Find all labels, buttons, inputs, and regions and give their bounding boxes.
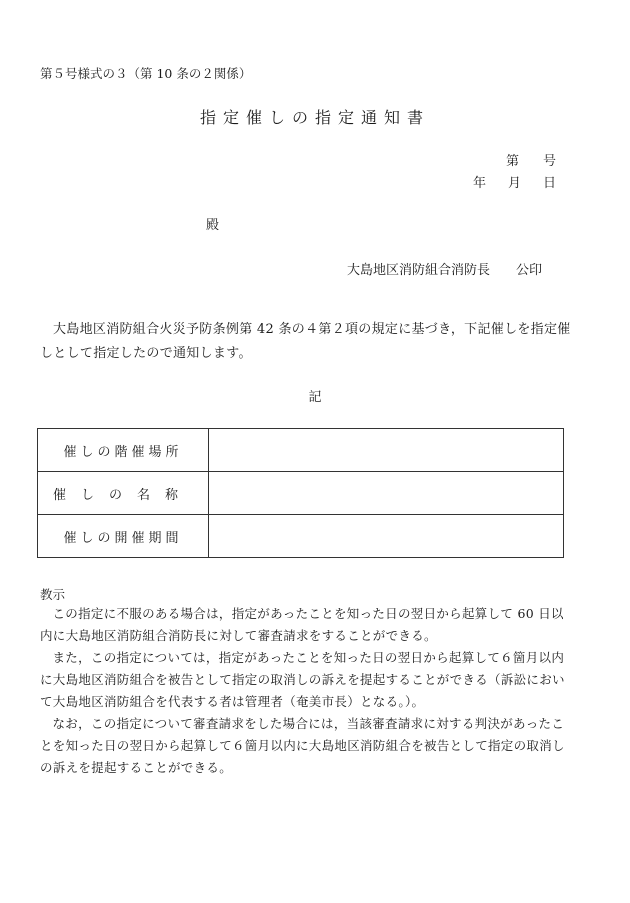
notification-body: 大島地区消防組合火災予防条例第 42 条の４第２項の規定に基づき，下記催しを指定催しとして指定したので通知します。	[40, 322, 571, 361]
row-value-period	[209, 515, 564, 558]
date-day: 日	[542, 176, 556, 191]
row-label-venue: 催しの階催場所	[38, 429, 209, 472]
document-number-line	[506, 150, 556, 169]
addressee-suffix: 殿	[206, 218, 220, 233]
notice-heading: 教示	[40, 587, 66, 602]
number-prefix: 第	[505, 154, 519, 169]
event-details-table	[37, 428, 564, 558]
date-month: 月	[507, 176, 521, 191]
notice-paragraph: また，この指定については，指定があったことを知った日の翌日から起算して６箇月以内に大島地区消防組合を被告として指定の取消しの訴えを提起することができる（訴訟において大島地区消防組合を代表する者は管理者（奄美市長）となる。）。	[40, 650, 565, 709]
date-year: 年	[472, 176, 486, 191]
ki-heading: 記	[308, 390, 322, 405]
notice-paragraph: この指定に不服のある場合は，指定があったことを知った日の翌日から起算して 60 日以内に大島地区消防組合消防長に対して審査請求をすることができる。	[40, 606, 564, 643]
table-row	[38, 472, 564, 515]
row-label-period: 催しの開催期間	[38, 515, 209, 558]
form-number: 第５号様式の３（第 10 条の２関係）	[40, 66, 252, 81]
row-label-name: 催しの名称	[38, 472, 209, 515]
row-value-name	[209, 472, 564, 515]
row-value-venue	[209, 429, 564, 472]
document-title: 指定催しの指定通知書	[199, 108, 430, 127]
table-row	[38, 429, 564, 472]
date-line	[473, 172, 556, 191]
table-row	[38, 515, 564, 558]
issuer-name: 大島地区消防組合消防長	[346, 263, 490, 278]
number-suffix: 号	[542, 154, 556, 169]
notice-paragraph: なお，この指定について審査請求をした場合には，当該審査請求に対する判決があったことを知った日の翌日から起算して６箇月以内に大島地区消防組合を被告として指定の取消しの訴えを提起することができる。	[40, 716, 565, 775]
official-seal-label: 公印	[515, 263, 542, 278]
issuer-line	[347, 259, 542, 278]
